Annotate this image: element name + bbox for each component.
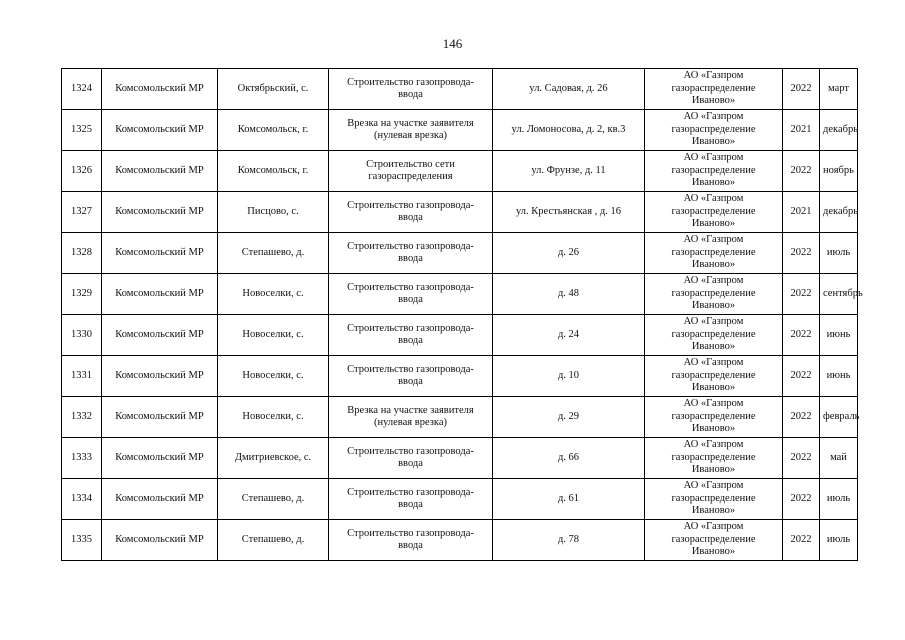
settlement-cell: Дмитриевское, с.	[218, 438, 329, 479]
table-row	[62, 356, 858, 397]
district-cell: Комсомольский МР	[102, 479, 218, 520]
year-cell: 2021	[783, 110, 820, 151]
settlement-cell: Октябрьский, с.	[218, 69, 329, 110]
table-row	[62, 438, 858, 479]
table-row	[62, 520, 858, 561]
row-number-cell: 1329	[62, 274, 102, 315]
address-cell: д. 24	[493, 315, 645, 356]
district-cell: Комсомольский МР	[102, 274, 218, 315]
table-row	[62, 192, 858, 233]
work-type-cell: Врезка на участке заявителя (нулевая врезка)	[329, 110, 493, 151]
district-cell: Комсомольский МР	[102, 110, 218, 151]
row-number-cell: 1327	[62, 192, 102, 233]
address-cell: д. 61	[493, 479, 645, 520]
organization-cell: АО «Газпром газораспределение Иваново»	[645, 438, 783, 479]
organization-cell: АО «Газпром газораспределение Иваново»	[645, 397, 783, 438]
year-cell: 2021	[783, 192, 820, 233]
settlement-cell: Писцово, с.	[218, 192, 329, 233]
month-cell: июнь	[820, 315, 858, 356]
district-cell: Комсомольский МР	[102, 397, 218, 438]
settlement-cell: Степашево, д.	[218, 520, 329, 561]
organization-cell: АО «Газпром газораспределение Иваново»	[645, 151, 783, 192]
settlement-cell: Комсомольск, г.	[218, 151, 329, 192]
address-cell: д. 29	[493, 397, 645, 438]
table-row	[62, 151, 858, 192]
district-cell: Комсомольский МР	[102, 438, 218, 479]
row-number-cell: 1334	[62, 479, 102, 520]
row-number-cell: 1324	[62, 69, 102, 110]
table-row	[62, 233, 858, 274]
gasification-table	[61, 68, 863, 561]
address-cell: д. 26	[493, 233, 645, 274]
address-cell: д. 48	[493, 274, 645, 315]
address-cell: ул. Ломоносова, д. 2, кв.3	[493, 110, 645, 151]
district-cell: Комсомольский МР	[102, 233, 218, 274]
address-cell: д. 10	[493, 356, 645, 397]
month-cell: май	[820, 438, 858, 479]
address-cell: ул. Садовая, д. 26	[493, 69, 645, 110]
year-cell: 2022	[783, 438, 820, 479]
month-cell: февраль	[820, 397, 858, 438]
work-type-cell: Строительство газопровода- ввода	[329, 356, 493, 397]
table-body	[62, 69, 863, 561]
settlement-cell: Новоселки, с.	[218, 274, 329, 315]
organization-cell: АО «Газпром газораспределение Иваново»	[645, 110, 783, 151]
organization-cell: АО «Газпром газораспределение Иваново»	[645, 356, 783, 397]
work-type-cell: Врезка на участке заявителя (нулевая врезка)	[329, 397, 493, 438]
month-cell: июль	[820, 479, 858, 520]
month-cell: декабрь	[820, 192, 858, 233]
organization-cell: АО «Газпром газораспределение Иваново»	[645, 479, 783, 520]
month-cell: июнь	[820, 356, 858, 397]
settlement-cell: Степашево, д.	[218, 233, 329, 274]
settlement-cell: Комсомольск, г.	[218, 110, 329, 151]
row-number-cell: 1333	[62, 438, 102, 479]
table-row	[62, 315, 858, 356]
work-type-cell: Строительство сети газораспределения	[329, 151, 493, 192]
settlement-cell: Новоселки, с.	[218, 315, 329, 356]
district-cell: Комсомольский МР	[102, 151, 218, 192]
table-row	[62, 397, 858, 438]
organization-cell: АО «Газпром газораспределение Иваново»	[645, 69, 783, 110]
work-type-cell: Строительство газопровода- ввода	[329, 438, 493, 479]
month-cell: март	[820, 69, 858, 110]
organization-cell: АО «Газпром газораспределение Иваново»	[645, 192, 783, 233]
table-row	[62, 110, 858, 151]
work-type-cell: Строительство газопровода- ввода	[329, 233, 493, 274]
settlement-cell: Новоселки, с.	[218, 397, 329, 438]
district-cell: Комсомольский МР	[102, 356, 218, 397]
organization-cell: АО «Газпром газораспределение Иваново»	[645, 520, 783, 561]
year-cell: 2022	[783, 356, 820, 397]
row-number-cell: 1325	[62, 110, 102, 151]
row-number-cell: 1335	[62, 520, 102, 561]
month-cell: сентябрь	[820, 274, 858, 315]
settlement-cell: Степашево, д.	[218, 479, 329, 520]
work-type-cell: Строительство газопровода- ввода	[329, 315, 493, 356]
district-cell: Комсомольский МР	[102, 315, 218, 356]
address-cell: ул. Фрунзе, д. 11	[493, 151, 645, 192]
district-cell: Комсомольский МР	[102, 69, 218, 110]
row-number-cell: 1331	[62, 356, 102, 397]
year-cell: 2022	[783, 233, 820, 274]
year-cell: 2022	[783, 274, 820, 315]
table-row	[62, 479, 858, 520]
district-cell: Комсомольский МР	[102, 520, 218, 561]
organization-cell: АО «Газпром газораспределение Иваново»	[645, 274, 783, 315]
page-number: 146	[442, 36, 463, 51]
work-type-cell: Строительство газопровода- ввода	[329, 69, 493, 110]
month-cell: декабрь	[820, 110, 858, 151]
address-cell: ул. Крестьянская , д. 16	[493, 192, 645, 233]
work-type-cell: Строительство газопровода- ввода	[329, 192, 493, 233]
row-number-cell: 1326	[62, 151, 102, 192]
year-cell: 2022	[783, 520, 820, 561]
work-type-cell: Строительство газопровода- ввода	[329, 520, 493, 561]
month-cell: июль	[820, 233, 858, 274]
work-type-cell: Строительство газопровода- ввода	[329, 479, 493, 520]
year-cell: 2022	[783, 69, 820, 110]
table-row	[62, 274, 858, 315]
row-number-cell: 1328	[62, 233, 102, 274]
year-cell: 2022	[783, 397, 820, 438]
organization-cell: АО «Газпром газораспределение Иваново»	[645, 315, 783, 356]
district-cell: Комсомольский МР	[102, 192, 218, 233]
work-type-cell: Строительство газопровода- ввода	[329, 274, 493, 315]
table-row	[62, 69, 858, 110]
year-cell: 2022	[783, 315, 820, 356]
year-cell: 2022	[783, 479, 820, 520]
month-cell: июль	[820, 520, 858, 561]
row-number-cell: 1330	[62, 315, 102, 356]
settlement-cell: Новоселки, с.	[218, 356, 329, 397]
row-number-cell: 1332	[62, 397, 102, 438]
address-cell: д. 78	[493, 520, 645, 561]
year-cell: 2022	[783, 151, 820, 192]
month-cell: ноябрь	[820, 151, 858, 192]
address-cell: д. 66	[493, 438, 645, 479]
organization-cell: АО «Газпром газораспределение Иваново»	[645, 233, 783, 274]
